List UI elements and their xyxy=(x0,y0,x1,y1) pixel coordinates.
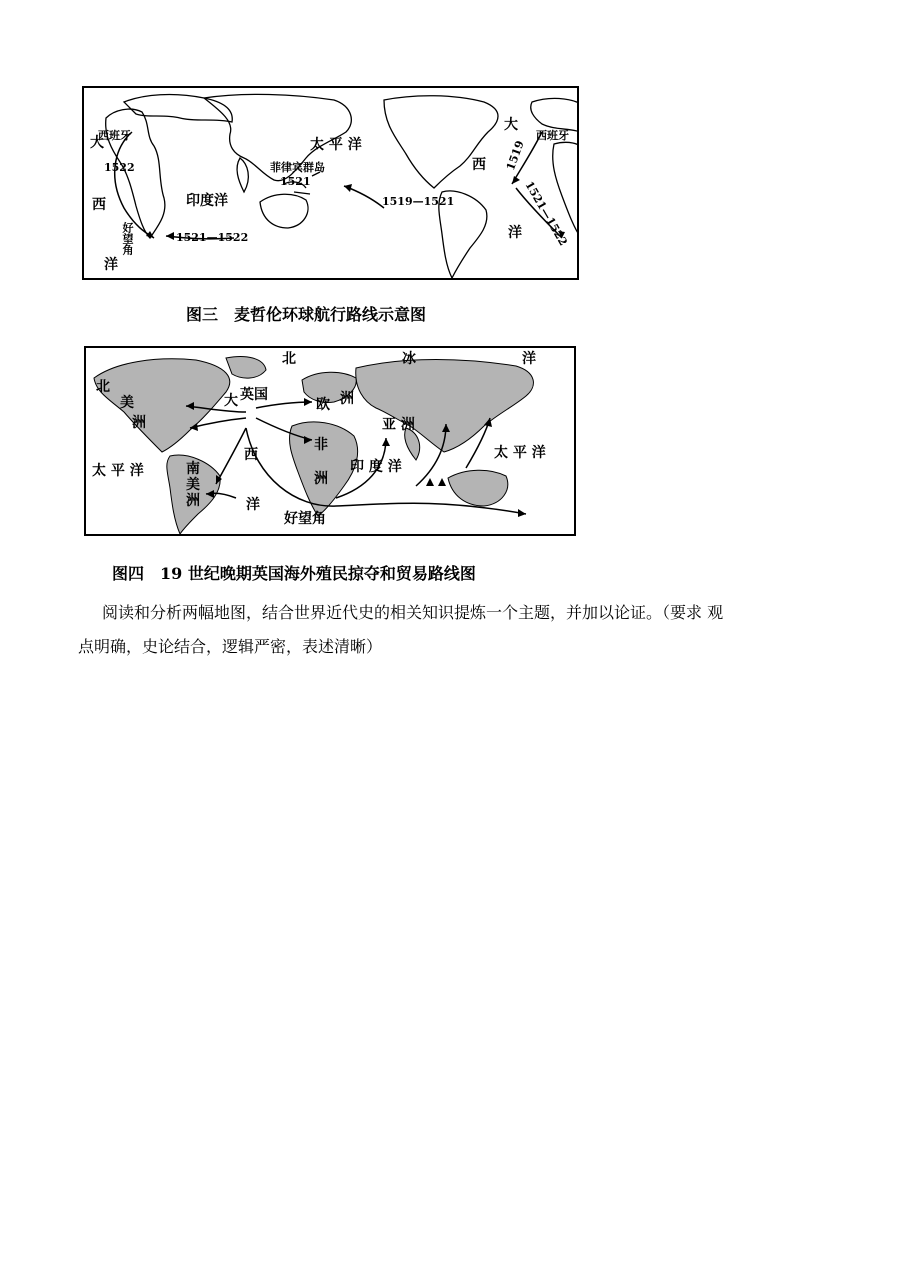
europe-right-outline xyxy=(531,98,579,132)
label-spain-right: 西班牙 xyxy=(536,129,569,142)
label-south-america-3: 洲 xyxy=(186,493,200,509)
question-line-2: 点明确，史论结合，逻辑严密，表述清晰） xyxy=(78,637,383,656)
question-text xyxy=(78,596,838,664)
magellan-route-map xyxy=(82,86,579,280)
label-indian: 印 度 洋 xyxy=(350,459,402,475)
label-route-1521-1522-right: 1521—1522 xyxy=(522,178,570,249)
figure3-caption: 图三 麦哲伦环球航行路线示意图 xyxy=(186,305,427,324)
label-yang-right: 洋 xyxy=(508,225,522,241)
label-pacific-left: 太 平 洋 xyxy=(92,463,144,479)
label-north-america-3: 洲 xyxy=(132,415,146,431)
label-1522: 1522 xyxy=(104,161,135,174)
label-bing: 冰 xyxy=(402,351,416,367)
label-pacific: 太 平 洋 xyxy=(310,137,362,153)
north-america-shape xyxy=(94,359,230,452)
greenland-shape xyxy=(226,357,266,379)
label-africa-2: 洲 xyxy=(314,471,328,487)
figure4-caption: 图四 19 世纪晚期英国海外殖民掠夺和贸易路线图 xyxy=(112,564,476,583)
british-map-drawing xyxy=(86,348,576,536)
label-north-america-1: 北 xyxy=(96,379,110,395)
label-xi: 西 xyxy=(244,447,258,463)
north-america-outline xyxy=(384,96,498,188)
label-da-left: 大 xyxy=(90,135,104,151)
label-1521: 1521 xyxy=(280,175,311,188)
label-africa-1: 非 xyxy=(314,437,328,453)
label-da-right: 大 xyxy=(504,117,518,133)
label-bei: 北 xyxy=(282,351,296,367)
label-pacific-right: 太 平 洋 xyxy=(494,445,546,461)
label-route-1521-1522: 1521—1522 xyxy=(176,231,249,244)
label-europe-1: 欧 xyxy=(316,397,330,413)
label-da: 大 xyxy=(224,393,238,409)
label-europe-2: 洲 xyxy=(340,391,354,407)
label-xi-left: 西 xyxy=(92,197,106,213)
australia-outline xyxy=(260,194,308,228)
label-cape: 好望角 xyxy=(121,222,134,255)
label-south-america-1: 南 xyxy=(186,461,200,477)
label-yang-left: 洋 xyxy=(104,257,118,273)
label-yang-top: 洋 xyxy=(522,351,536,367)
label-route-1519-1521: 1519—1521 xyxy=(382,195,455,208)
label-philippines: 菲律宾群岛 xyxy=(270,161,325,174)
label-asia: 亚 洲 xyxy=(382,417,415,433)
label-1519: 1519 xyxy=(503,138,527,173)
label-yang-atl: 洋 xyxy=(246,497,260,513)
label-indian-ocean: 印度洋 xyxy=(186,193,228,209)
route-to-south-america xyxy=(216,428,246,484)
label-south-america-2: 美 xyxy=(186,477,200,493)
label-cape-fig4: 好望角 xyxy=(284,511,326,527)
british-colonial-route-map xyxy=(84,346,576,536)
label-xi-right: 西 xyxy=(472,157,486,173)
india-outline xyxy=(237,158,248,192)
label-britain: 英国 xyxy=(240,387,268,403)
label-spain-left: 西班牙 xyxy=(98,129,131,142)
australia-shape xyxy=(448,470,508,506)
question-line-1: 阅读和分析两幅地图，结合世界近代史的相关知识提炼一个主题，并加以论证。（要求 观 xyxy=(102,603,724,622)
label-north-america-2: 美 xyxy=(120,395,134,411)
